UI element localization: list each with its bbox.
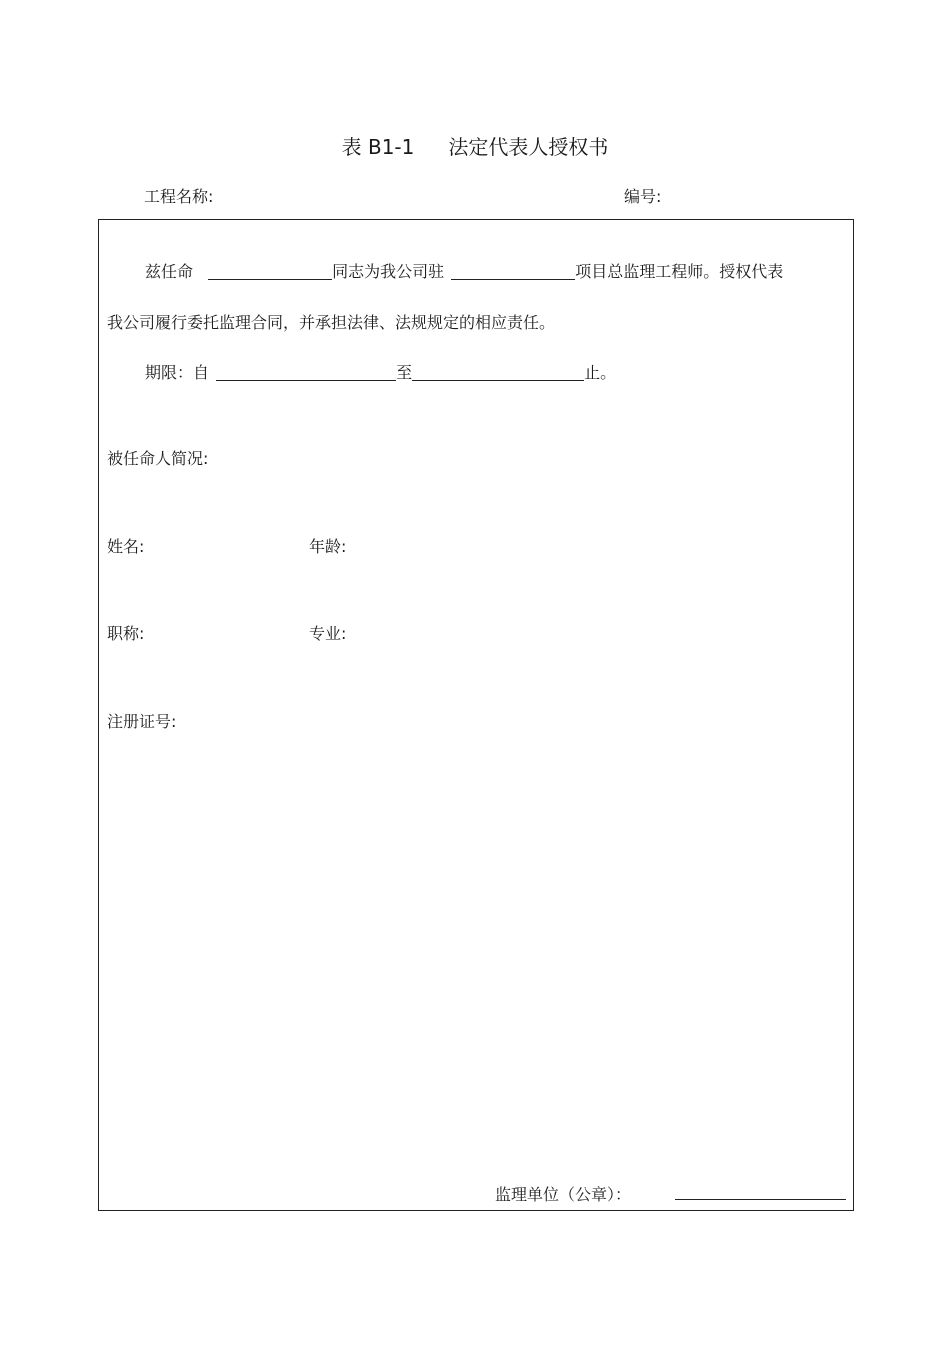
appoint-suffix: 项目总监理工程师。授权代表 (575, 262, 784, 281)
name-label: 姓名: (107, 537, 145, 556)
appoint-prefix: 兹任命 (145, 262, 194, 281)
document-title (0, 131, 950, 160)
age-label: 年龄: (309, 537, 347, 556)
appoint-line-1 (145, 259, 783, 282)
period-end: 止。 (584, 363, 617, 382)
appoint-mid: 同志为我公司驻 (332, 262, 445, 281)
registration-label: 注册证号: (107, 712, 177, 731)
form-name: 法定代表人授权书 (448, 135, 609, 159)
table-number: 表 B1-1 (341, 135, 415, 159)
seal-label: 监理单位（公章）： (495, 1185, 632, 1204)
project-blank[interactable] (451, 261, 575, 280)
appointee-name-blank[interactable] (208, 261, 332, 280)
period-label: 期限：自 (145, 363, 210, 382)
period-start-blank[interactable] (216, 362, 396, 381)
title-label: 职称: (107, 624, 145, 643)
period-end-blank[interactable] (412, 362, 584, 381)
profile-label: 被任命人简况: (107, 449, 209, 468)
seal-blank[interactable] (675, 1199, 846, 1200)
major-label: 专业: (309, 624, 347, 643)
period-to: 至 (396, 363, 413, 382)
project-name-label: 工程名称: (144, 187, 214, 206)
number-label: 编号: (624, 187, 662, 206)
appoint-line-2: 我公司履行委托监理合同，并承担法律、法规规定的相应责任。 (107, 313, 556, 332)
form-frame (98, 219, 854, 1211)
period-line (145, 360, 616, 383)
